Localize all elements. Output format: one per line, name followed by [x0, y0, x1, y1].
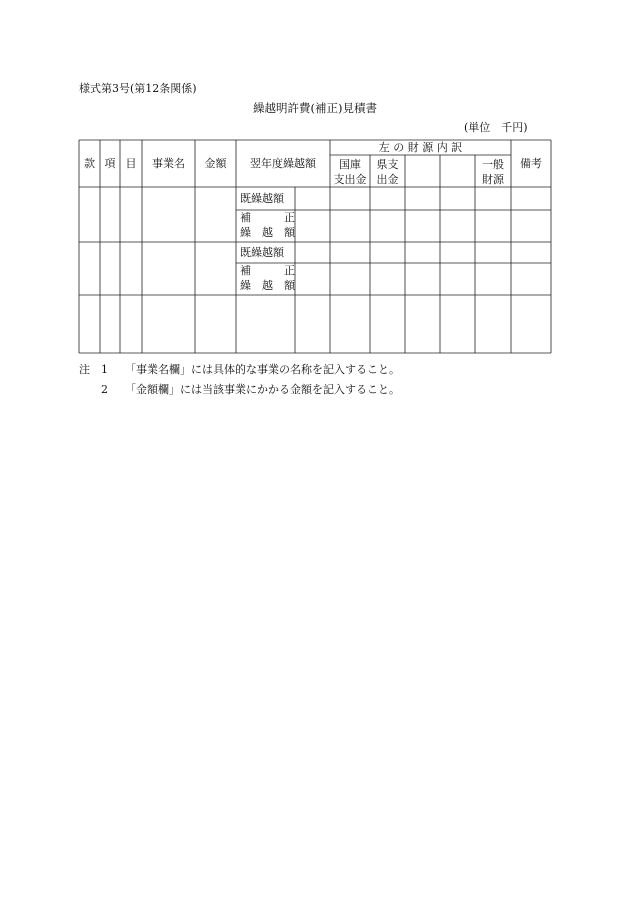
- general-funds-line2: 財源: [482, 172, 504, 186]
- row-label-existing-carryover-2: 既繰越額: [240, 246, 284, 259]
- prefecture-line1: 県支: [376, 157, 399, 171]
- col-header-business-name: 事業名: [152, 157, 185, 170]
- col-header-general-funds: [475, 156, 511, 187]
- national-subsidy-line1: 国庫: [339, 157, 361, 171]
- general-funds-line1: 一般: [482, 157, 504, 171]
- col-header-kan: 款: [84, 157, 95, 170]
- note-item: [79, 380, 400, 400]
- supplement-line1: 補 正: [240, 264, 295, 277]
- document-title: 繰越明許費(補正)見積書: [253, 101, 377, 115]
- col-header-amount: 金額: [204, 157, 227, 170]
- prefecture-line2: 出金: [376, 172, 399, 186]
- note-text: 「金額欄」には当該事業にかかる金額を記入すること。: [125, 383, 400, 396]
- col-header-national-subsidy: [330, 156, 370, 187]
- col-header-moku: 目: [125, 157, 137, 170]
- row-label-supplement-1: [240, 210, 295, 242]
- note-item: [79, 360, 400, 380]
- supplement-line2: 繰 越 額: [240, 279, 295, 292]
- col-header-prefecture: [370, 156, 405, 187]
- supplement-line1: 補 正: [240, 211, 295, 224]
- row-label-existing-carryover-1: 既繰越額: [240, 192, 284, 205]
- form-number-label: 様式第3号(第12条関係): [79, 82, 197, 95]
- unit-note: (単位 千円): [464, 121, 528, 134]
- note-number: 1: [101, 363, 108, 376]
- note-prefix: 注: [79, 363, 90, 376]
- col-header-remarks: 備考: [520, 157, 542, 170]
- col-header-next-year-carryover: 翌年度繰越額: [250, 157, 316, 170]
- note-number: 2: [101, 383, 108, 396]
- col-header-funding-breakdown: 左 の 財 源 内 訳: [378, 141, 463, 154]
- row-label-supplement-2: [240, 263, 295, 295]
- notes-section: [79, 360, 400, 400]
- national-subsidy-line2: 支出金: [333, 172, 367, 186]
- note-text: 「事業名欄」には具体的な事業の名称を記入すること。: [125, 363, 400, 376]
- col-header-kou: 項: [104, 157, 116, 170]
- supplement-line2: 繰 越 額: [240, 226, 295, 239]
